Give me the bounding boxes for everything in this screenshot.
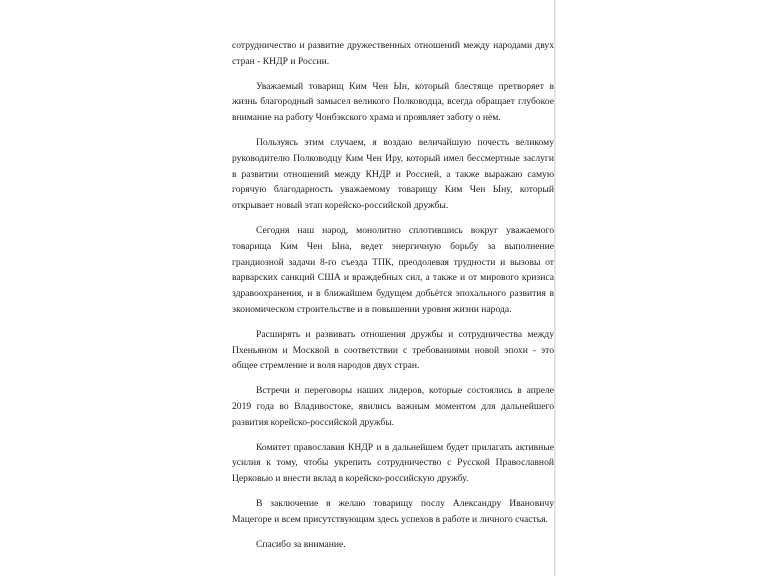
paragraph-people-struggle: Сегодня наш народ, монолитно сплотившись вокруг уважаемого товарища Ким Чен Ына, ведет энергичную борьбу за выполнение грандиозной задачи 8-го съезда ТПК, преодолевая трудности и вызовы от варварских санкций США и враждебных сил, а также и от мирового кризиса здравоохранения, и в ближайшем будущем добьётся эпохального развития в экономическом строительстве и в повышении уровня жизни народа. bbox=[232, 224, 554, 315]
paragraph-vladivostok-meeting: Встречи и переговоры наших лидеров, которые состоялись в апреле 2019 года во Владивостоке, явились важным моментом для дальнейшего развития корейско-российской дружбы. bbox=[232, 385, 554, 428]
paragraph-orthodox-committee: Комитет православия КНДР и в дальнейшем будет прилагать активные усилия к тому, чтобы укрепить сотрудничество с Русской Православной Церковью и внести вклад в корейско-российскую дружбу. bbox=[232, 441, 554, 485]
paragraph-thanks: Спасибо за внимание. bbox=[256, 538, 346, 550]
document-page bbox=[232, 38, 554, 561]
paragraph-honour-kim-jong-il: Пользуясь этим случаем, я воздаю величайшую почесть великому руководителю Полководцу Ким Чен Иру, который имел бессмертные заслуги в развитии отношений между КНДР и Россией, а также выражаю самую горячую благодарность уважаемому товарищу Ким Чен Ыну, который открывает новый этап корейско-российской дружбы. bbox=[232, 136, 554, 212]
paragraph-conclusion: В заключение я желаю товарищу послу Александру Ивановичу Мацегоре и всем присутствующим здесь успехов в работе и личного счастья. bbox=[232, 497, 554, 525]
page-background-right bbox=[556, 0, 769, 576]
paragraph-continuation: сотрудничество и развитие дружественных отношений между народами двух стран - КНДР и России. bbox=[232, 40, 554, 67]
paragraph-pyongyang-moscow: Расширять и развивать отношения дружбы и сотрудничества между Пхеньяном и Москвой в соответствии с требованиями новой эпохи - это общее стремление и воля народов двух стран. bbox=[232, 328, 554, 372]
paragraph-kim-jong-un-temple: Уважаемый товарищ Ким Чен Ын, который блестяще претворяет в жизнь благородный замысел великого Полководца, всегда обращает глубокое внимание на работу Чонбэкского храма и проявляет заботу о нём. bbox=[232, 80, 554, 124]
